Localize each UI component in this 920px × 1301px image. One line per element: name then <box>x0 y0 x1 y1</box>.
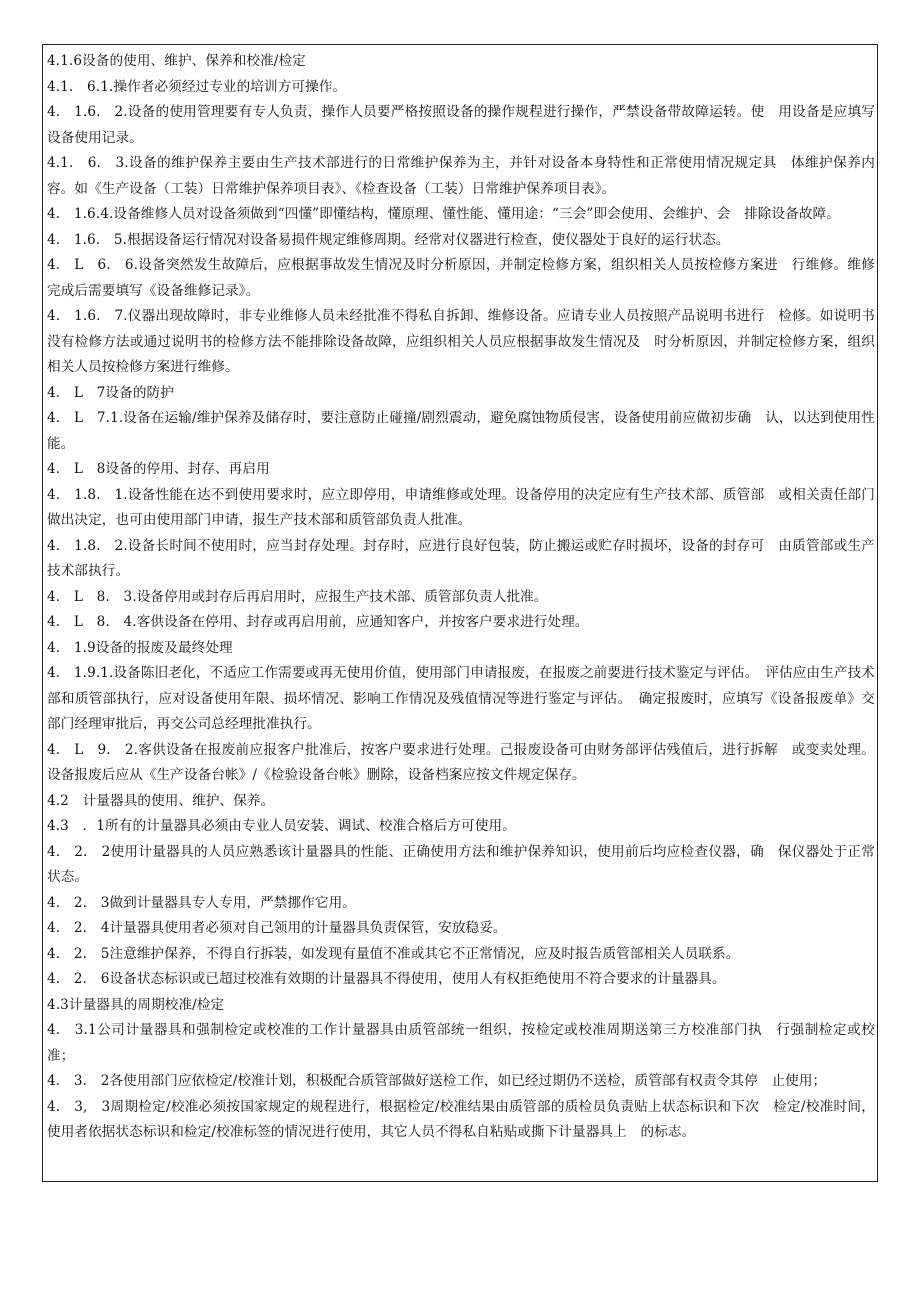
section-heading-4-2: 4.2 计量器具的使用、维护、保养。 <box>47 792 275 809</box>
clause-4-1-6-6: 4. L 6. 6.设备突然发生故障后，应根据事故发生情况及时分析原因，并制定检修方案，组织相关人员按检修方案进 行维修。维修完成后需要填写《设备维修记录》。 <box>47 257 875 299</box>
section-heading-4-1-9: 4. 1.9设备的报废及最终处理 <box>47 639 233 656</box>
clause-4-2-4: 4. 2. 4计量器具使用者必须对自己领用的计量器具负责保管，安放稳妥。 <box>47 920 507 936</box>
document-frame <box>42 44 878 1182</box>
clause-4-1-9-2: 4. L 9. 2.客供设备在报废前应报客户批准后，按客户要求进行处理。己报废设备可由财务部评估残值后，进行拆解 或变卖处理。设备报废后应从《生产设备台帐》/《检验设备台帐》删除，设备档案应按文件规定保存。 <box>47 741 875 783</box>
clause-4-1-6-3: 4.1. 6. 3.设备的维护保养主要由生产技术部进行的日常维护保养为主，并针对设备本身特性和正常使用情况规定具 体维护保养内容。如《生产设备（工装）日常维护保养项目表》、《检查设备（工装）日常维护保养项目表》。 <box>47 155 875 197</box>
clause-4-2-1: 4.3 ．1所有的计量器具必须由专业人员安装、调试、校准合格后方可使用。 <box>47 818 516 834</box>
clause-4-3-2: 4. 3. 2各使用部门应依检定/校准计划，积极配合质管部做好送检工作，如已经过期仍不送检，质管部有权责令其停 止使用； <box>47 1073 827 1089</box>
clause-4-2-6: 4. 2. 6设备状态标识或已超过校准有效期的计量器具不得使用，使用人有权拒绝使用不符合要求的计量器具。 <box>47 971 726 987</box>
section-heading-4-1-6: 4.1.6设备的使用、维护、保养和校准/检定 <box>47 53 306 69</box>
clause-4-1-6-2: 4. 1.6. 2.设备的使用管理要有专人负责，操作人员要严格按照设备的操作规程进行操作，严禁设备带故障运转。使 用设备是应填写设备使用记录。 <box>47 104 875 146</box>
clause-4-2-3: 4. 2. 3做到计量器具专人专用，严禁挪作它用。 <box>47 894 356 911</box>
clause-4-1-6-4: 4. 1.6.4.设备维修人员对设备须做到“四懂”即懂结构，懂原理、懂性能、懂用途：“三会”即会使用、会维护、会 排除设备故障。 <box>47 206 840 222</box>
clause-4-1-6-1: 4.1. 6.1.操作者必须经过专业的培训方可操作。 <box>47 78 347 95</box>
clause-4-1-8-3: 4. L 8. 3.设备停用或封存后再启用时，应报生产技术部、质管部负责人批准。 <box>47 588 548 605</box>
clause-4-2-2: 4. 2. 2使用计量器具的人员应熟悉该计量器具的性能、正确使用方法和维护保养知识，使用前后均应检查仪器，确 保仪器处于正常状态。 <box>47 843 875 885</box>
clause-4-1-6-7: 4. 1.6. 7.仪器出现故障时，非专业维修人员未经批准不得私自拆卸、维修设备。应请专业人员按照产品说明书进行 检修。如说明书没有检修方法或通过说明书的检修方法不能排除设备故障，应组织相关人员应根据事故发生情况及 时分析原因，并制定检修方案，组织相关人员按检修方案进行维修。 <box>47 308 875 375</box>
clause-4-2-5: 4. 2. 5注意维护保养，不得自行拆装，如发现有量值不准或其它不正常情况，应及时报告质管部相关人员联系。 <box>47 945 740 962</box>
clause-4-1-7-1: 4. L 7.1.设备在运输/维护保养及储存时，要注意防止碰撞/剧烈震动，避免腐蚀物质侵害，设备使用前应做初步确 认，以达到使用性能。 <box>47 410 875 452</box>
clause-4-1-8-2: 4. 1.8. 2.设备长时间不使用时，应当封存处理。封存时，应进行良好包装，防止搬运或贮存时损坏，设备的封存可 由质管部或生产技术部执行。 <box>47 537 875 579</box>
clause-4-1-8-4: 4. L 8. 4.客供设备在停用、封存或再启用前，应通知客户，并按客户要求进行处理。 <box>47 614 589 630</box>
clause-4-1-8-1: 4. 1.8. 1.设备性能在达不到使用要求时，应立即停用，申请维修或处理。设备停用的决定应有生产技术部、质管部 或相关责任部门做出决定，也可由使用部门申请，报生产技术部和质管部负责人批准。 <box>47 486 875 528</box>
clause-4-1-9-1: 4. 1.9.1.设备陈旧老化，不适应工作需要或再无使用价值，使用部门申请报废，在报废之前要进行技术鉴定与评估。 评估应由生产技术部和质管部执行，应对设备使用年限、损坏情况、影响工作情况及残值情况等进行鉴定与评估。 确定报废时，应填写《设备报废单》交部门经理审批后，再交公司总经理批准执行。 <box>47 665 875 732</box>
clause-4-3-3: 4. 3, 3周期检定/校准必须按国家规定的规程进行，根据检定/校准结果由质管部的质检员负责贴上状态标识和下次 检定/校准时间，使用者依据状态标识和检定/校准标签的情况进行使用，其它人员不得私自粘贴或撕下计量器具上 的标志。 <box>47 1098 875 1140</box>
section-heading-4-1-8: 4. L 8设备的停用、封存、再启用 <box>47 461 270 477</box>
clause-4-3-1: 4. 3.1公司计量器具和强制检定或校准的工作计量器具由质管部统一组织，按检定或校准周期送第三方校准部门执 行强制检定或校准； <box>47 1022 875 1064</box>
section-heading-4-1-7: 4. L 7设备的防护 <box>47 384 174 401</box>
section-heading-4-3: 4.3计量器具的周期校准/检定 <box>47 996 225 1013</box>
clause-4-1-6-5: 4. 1.6. 5.根据设备运行情况对设备易损件规定维修周期。经常对仪器进行检查，使仪器处于良好的运行状态。 <box>47 231 730 248</box>
